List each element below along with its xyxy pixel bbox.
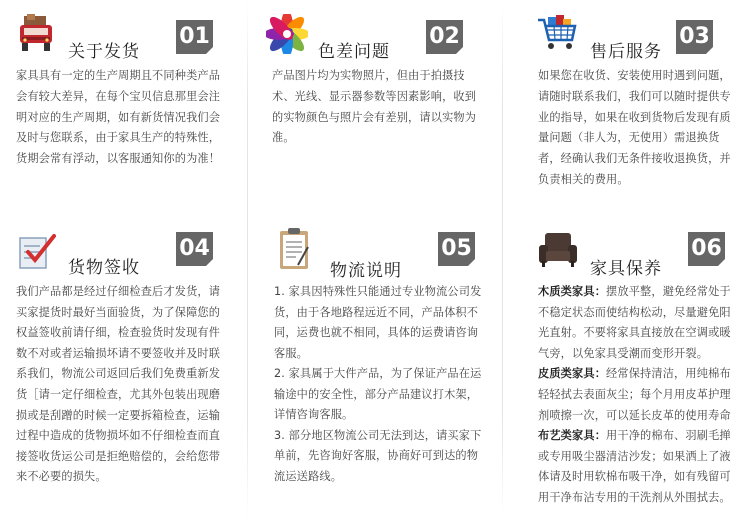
- color-wheel-icon: [266, 14, 306, 54]
- section-title: 物流说明: [330, 261, 402, 281]
- item-text: 摆放平整，避免经常处于不稳定状态而使结构松动，尽量避免阳光直射。不要将家具直接放在空调或暖气旁，以免家具受潮而变形开裂。: [538, 285, 731, 360]
- section-title: 售后服务: [590, 42, 662, 62]
- shopping-cart-icon: [536, 14, 576, 54]
- section-number: 03: [676, 20, 713, 54]
- list-item: [538, 426, 740, 508]
- list-item: 3. 部分地区物流公司无法到达，请买家下单前，先咨询好客服，协商好可到达的物流运送路线。: [274, 428, 482, 483]
- section-text: 产品图片均为实物照片，但由于拍摄技术、光线、显示器参数等因素影响，收到的实物颜色与照片会有差别，请以实物为准。: [272, 69, 477, 145]
- section-title: 关于发货: [68, 42, 140, 62]
- item-label: 木质类家具：: [538, 285, 607, 298]
- section-title: 色差问题: [318, 42, 390, 62]
- item-label: 皮质类家具：: [538, 367, 607, 381]
- section-list: [274, 282, 486, 487]
- section-number: 05: [438, 232, 475, 266]
- section-after-sales: [500, 0, 750, 260]
- item-text: 经常保持清洁，用纯棉布轻轻拭去表面灰尘；每个月用皮革护理剂喷擦一次，可以延长皮革的使用寿命: [538, 367, 731, 422]
- section-text: 如果您在收货、安装使用时遇到问题，请随时联系我们，我们可以随时提供专业的指导，如果在收到货物后发现有质量问题（非人为，无使用）需退换货者，经确认我们无条件接收退换货，并负责相关的费用。: [538, 69, 731, 186]
- armchair-icon: [536, 231, 576, 271]
- section-logistics: [250, 236, 500, 521]
- section-number: 01: [176, 20, 213, 54]
- section-number: 04: [176, 232, 213, 266]
- list-item: 1. 家具因特殊性只能通过专业物流公司发货，由于各地路程远近不同，产品体积不同，运费也就不相同，具体的运费请咨询客服。: [274, 285, 482, 360]
- section-number: 06: [688, 232, 725, 266]
- section-color-difference: [250, 0, 500, 260]
- section-text: 我们产品都是经过仔细检查后才发货，请买家提货时最好当面验货，为了保障您的权益签收前请仔细，检查验货时发现有件数不对或者运输损坏请不要签收并及时联系我们，物流公司返回后我们免费重新发货［请一定仔细检查，尤其外包装出现磨损或是刮蹭的时候一定要拆箱检查，运输过程中造成的货物损坏如不仔细检查而直接签收货运公司是拒绝赔偿的，会给您带来不必要的损失。: [16, 285, 221, 484]
- section-shipping: [0, 0, 250, 260]
- list-item: [538, 282, 740, 364]
- section-furniture-care: [500, 236, 750, 521]
- item-label: 布艺类家具：: [538, 429, 607, 443]
- list-item: [538, 364, 740, 426]
- section-text: 家具具有一定的生产周期且不同种类产品会有较大差异，在每个宝贝信息那里会注明对应的生产周期，如有新货情况我们会及时与您联系，由于家具生产的特殊性，货期会常有浮动，以客服通知你的为准！: [16, 69, 221, 166]
- item-text: 用干净的棉布、羽刷毛掸或专用吸尘器清洁沙发；如果洒上了液体请及时用软棉布吸干净，如有残留可用干净布沾专用的干洗剂从外围拭去。: [538, 429, 731, 504]
- delivery-truck-icon: [16, 14, 56, 54]
- section-number: 02: [426, 20, 463, 54]
- section-title: 货物签收: [68, 258, 140, 278]
- checklist-icon: [16, 232, 56, 272]
- clipboard-icon: [274, 227, 314, 267]
- section-title: 家具保养: [590, 259, 662, 279]
- section-list: [538, 282, 740, 509]
- list-item: 2. 家具属于大件产品，为了保证产品在运输途中的安全性，部分产品建议打木架，详情咨询客服。: [274, 367, 482, 421]
- section-delivery-signoff: [0, 236, 250, 521]
